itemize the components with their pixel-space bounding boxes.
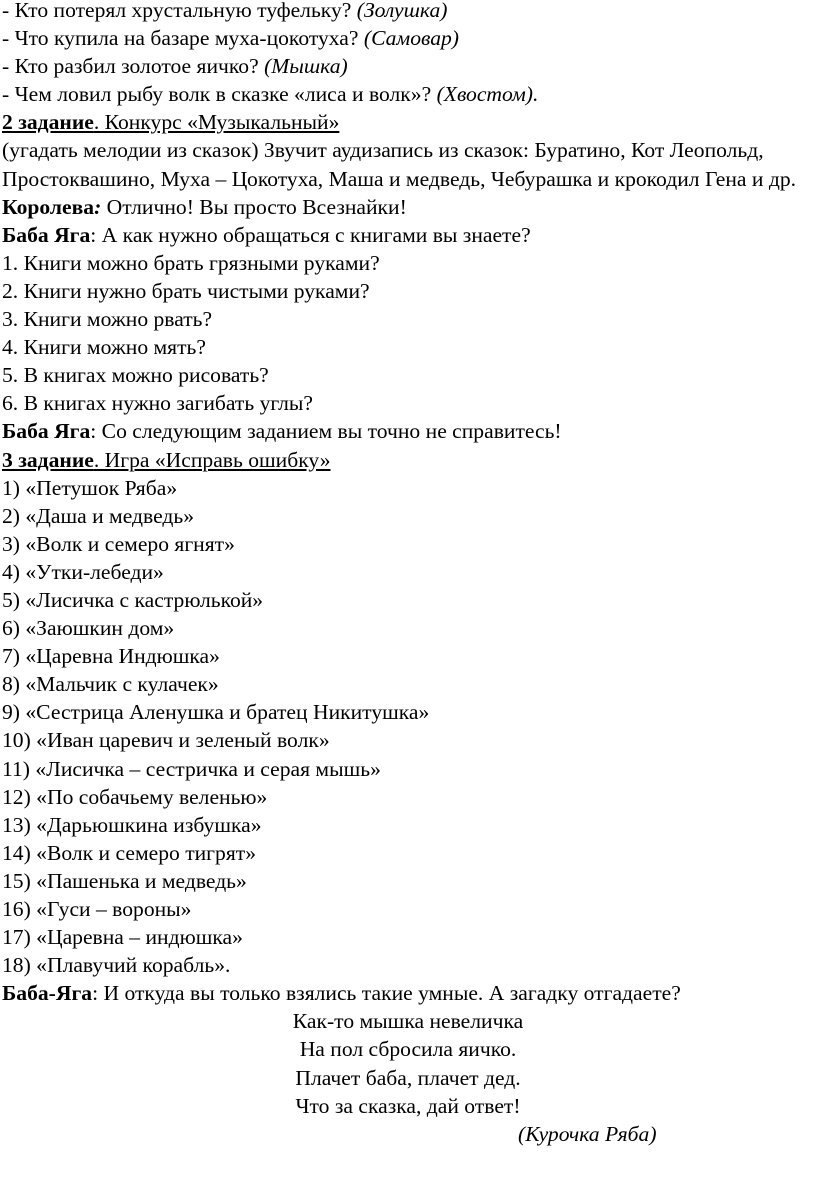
question-answer: (Золушка) xyxy=(356,0,448,22)
task3-title: . Игра «Исправь ошибку» xyxy=(93,447,331,472)
task2-description: (угадать мелодии из сказок) Звучит аудизапись из сказок: Буратино, Кот Леопольд, Простоквашино, Муха – Цокотуха, Маша и медведь, Чебурашка и крокодил Гена и др. xyxy=(2,138,797,191)
baba-yaga-line-2 xyxy=(2,417,814,445)
mistake-item: 10) «Иван царевич и зеленый волк» xyxy=(2,728,330,753)
mistake-item: 2) «Даша и медведь» xyxy=(2,503,195,528)
baba-yaga-text: : И откуда вы только взялись такие умные. А загадку отгадаете? xyxy=(92,981,681,1006)
question-line xyxy=(2,0,814,24)
task3-label: 3 задание xyxy=(2,447,94,472)
question-text: - Кто разбил золотое яичко? xyxy=(2,54,265,79)
mistake-item: 7) «Царевна Индюшка» xyxy=(2,644,220,669)
book-rule-item: 2. Книги нужно брать чистыми руками? xyxy=(2,278,370,303)
mistake-item: 12) «По собачьему веленью» xyxy=(2,784,268,809)
task2-title: . Конкурс «Музыкальный» xyxy=(93,110,340,135)
book-rule-item: 3. Книги можно рвать? xyxy=(2,307,213,332)
question-text: - Кто потерял хрустальную туфельку? xyxy=(2,0,357,22)
baba-yaga-speaker: Баба-Яга xyxy=(2,981,93,1006)
mistake-item: 17) «Царевна – индюшка» xyxy=(2,925,243,950)
book-rule-item: 4. Книги можно мять? xyxy=(2,335,206,360)
queen-line xyxy=(2,193,814,221)
question-line xyxy=(2,52,814,80)
riddle-line: Как-то мышка невеличка xyxy=(292,1009,524,1034)
riddle-line: На пол сбросила яичко. xyxy=(299,1037,517,1062)
queen-text: Отлично! Вы просто Всезнайки! xyxy=(101,194,407,219)
riddle-answer: (Курочка Ряба) xyxy=(518,1121,657,1146)
mistake-item: 11) «Лисичка – сестричка и серая мышь» xyxy=(2,756,381,781)
book-rule-item: 1. Книги можно брать грязными руками? xyxy=(2,250,380,275)
mistake-item: 14) «Волк и семеро тигрят» xyxy=(2,840,257,865)
question-text: - Чем ловил рыбу волк в сказке «лиса и волк»? xyxy=(2,82,437,107)
book-rule-item: 6. В книгах нужно загибать углы? xyxy=(2,391,314,416)
baba-yaga-line-3 xyxy=(2,979,814,1007)
riddle-line: Что за сказка, дай ответ! xyxy=(295,1093,521,1118)
mistake-item: 16) «Гуси – вороны» xyxy=(2,897,192,921)
question-line xyxy=(2,80,814,108)
question-answer: (Хвостом). xyxy=(436,82,539,107)
book-rule-item: 5. В книгах можно рисовать? xyxy=(2,363,269,388)
queen-speaker: Королева xyxy=(2,194,95,219)
mistake-item: 13) «Дарьюшкина избушка» xyxy=(2,812,262,837)
mistake-item: 1) «Петушок Ряба» xyxy=(2,475,178,500)
question-text: - Что купила на базаре муха-цокотуха? xyxy=(2,26,364,51)
mistake-item: 8) «Мальчик с кулачек» xyxy=(2,672,219,697)
baba-yaga-speaker: Баба Яга xyxy=(2,419,91,444)
mistake-item: 4) «Утки-лебеди» xyxy=(2,559,164,584)
task2-heading xyxy=(2,108,814,136)
mistake-item: 6) «Заюшкин дом» xyxy=(2,616,175,641)
question-answer: (Мышка) xyxy=(264,54,348,79)
question-answer: (Самовар) xyxy=(363,26,460,51)
queen-colon: : xyxy=(94,194,102,219)
baba-yaga-text: : А как нужно обращаться с книгами вы знаете? xyxy=(90,222,531,247)
riddle-line: Плачет баба, плачет дед. xyxy=(295,1065,521,1090)
mistake-item: 5) «Лисичка с кастрюлькой» xyxy=(2,587,264,612)
task3-heading xyxy=(2,446,814,474)
mistake-item: 15) «Пашенька и медведь» xyxy=(2,868,247,893)
mistake-item: 18) «Плавучий корабль». xyxy=(2,953,231,978)
document-page xyxy=(2,0,814,1148)
baba-yaga-text: : Со следующим заданием вы точно не справитесь! xyxy=(90,419,562,444)
question-line xyxy=(2,24,814,52)
mistake-item: 9) «Сестрица Аленушка и братец Никитушка» xyxy=(2,700,430,725)
task2-label: 2 задание xyxy=(2,110,94,135)
mistake-item: 3) «Волк и семеро ягнят» xyxy=(2,531,235,556)
baba-yaga-line-1 xyxy=(2,221,814,249)
baba-yaga-speaker: Баба Яга xyxy=(2,222,91,247)
